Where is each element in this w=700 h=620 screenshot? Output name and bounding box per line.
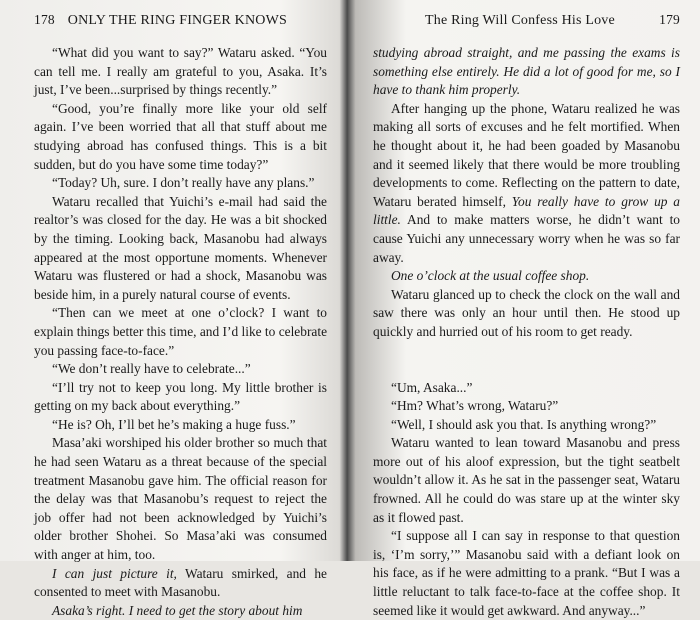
page-number: 178 <box>34 12 55 27</box>
right-page-header <box>373 12 680 34</box>
page-number: 179 <box>659 12 680 27</box>
running-head: ONLY THE RING FINGER KNOWS <box>67 13 287 28</box>
paragraph: “Good, you’re finally more like your old self again. I’ve been worried that all that stuff about me studying abroad has confused things. This is a bit sudden, but do you have some time today?” <box>34 100 327 172</box>
paragraph: “Well, I should ask you that. Is anything wrong?” <box>391 416 657 432</box>
paragraph: studying abroad straight, and me passing the exams is something else entirely. He did a lot of good for me, so I have to thank him properly. <box>373 45 680 98</box>
paragraph: “Then can we meet at one o’clock? I want to explain things better this time, and I’d like to celebrate you passing face-to-face.” <box>34 305 328 358</box>
paragraph: “I’ll try not to keep you long. My little brother is getting on my back about everything.” <box>34 379 327 414</box>
paragraph: “Hm? What’s wrong, Wataru?” <box>391 398 559 414</box>
left-page <box>0 0 345 618</box>
paragraph: After hanging up the phone, Wataru realized he was making all sorts of excuses and he felt mortified. When he thought about it, he had been goaded by Masanobu and it seemed likely that there would be more troubling developments to come. Reflecting on the pattern to date, Wataru berated himself, You really have to grow up a little. And to make matters worse, he didn’t want to cause Yuichi any unnecessary worry when he was so far away. <box>373 100 680 265</box>
paragraph: Wataru recalled that Yuichi’s e-mail had said the realtor’s was closed for the day. He was a bit shocked by the timing. Looking back, Masanobu had always appeared at the most opportune moments. Whenever Wataru was flustered or had a shock, Masanobu was beside him, in a purely natural course of events. <box>34 193 327 302</box>
left-page-header <box>34 12 327 34</box>
paragraph: Masa’aki worshiped his older brother so much that he had seen Wataru as a threat because of the special treatment Masanobu gave him. The official reason for the delay was that Masanobu’s request to reject the job offer had not been acknowledged by Yuichi’s older brother Shohei. So Masa’aki was consumed with anger at him, too. <box>34 435 327 563</box>
right-page-text <box>373 44 680 620</box>
paragraph: “Um, Asaka...” <box>391 379 473 395</box>
paragraph: “We don’t really have to celebrate...” <box>52 361 251 377</box>
paragraph: Wataru wanted to lean toward Masanobu and press more out of his aloof expression, but the tight seatbelt wouldn’t allow it. As he sat in the passenger seat, Wataru frowned. All he could do was stare up at the winter sky as it flowed past. <box>373 435 680 525</box>
left-page-text <box>34 44 327 620</box>
right-page <box>355 0 700 618</box>
paragraph: Wataru glanced up to check the clock on the wall and saw there was only an hour until then. He stood up quickly and hurried out of his room to get ready. <box>373 286 680 339</box>
paragraph: “He is? Oh, I’ll bet he’s making a huge fuss.” <box>52 416 296 432</box>
paragraph: “What did you want to say?” Wataru asked. “You can tell me. I really am grateful to you, Asaka. It’s just, I’ve been...surprised by things recently.” <box>34 45 327 98</box>
paragraph: Asaka’s right. I need to get the story about him <box>52 602 303 618</box>
paragraph: I can just picture it, Wataru smirked, and he consented to meet with Masanobu. <box>34 565 327 600</box>
paragraph: “Today? Uh, sure. I don’t really have any plans.” <box>52 175 315 191</box>
paragraph: One o’clock at the usual coffee shop. <box>391 268 590 284</box>
paragraph: “I suppose all I can say in response to that question is, ‘I’m sorry,’” Masanobu said with a defiant look on his face, as if he were admitting to a prank. “But I was a little reluctant to talk face-to-face at the coffee shop. It seemed like it would get awkward. And anyway...” <box>373 528 680 618</box>
running-head: The Ring Will Confess His Love <box>425 13 615 28</box>
